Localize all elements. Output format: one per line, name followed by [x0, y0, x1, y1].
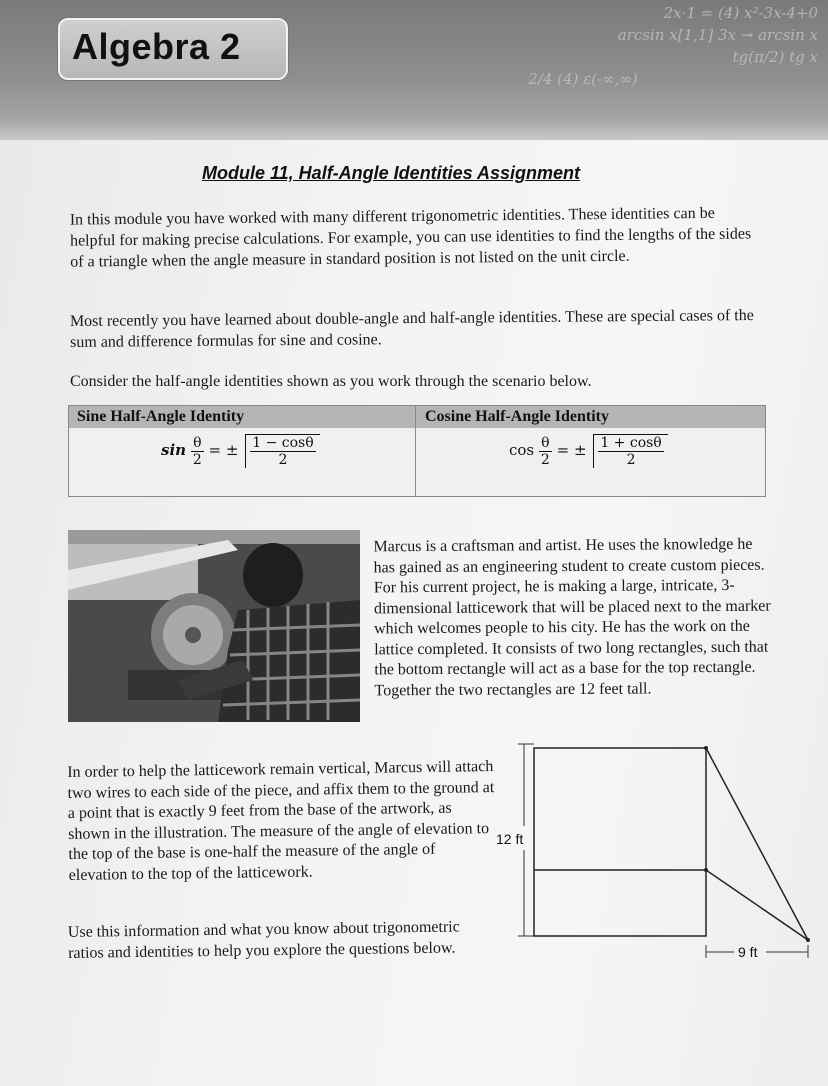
cosine-half-angle-formula: [509, 434, 668, 468]
half-angle-identity-table: [68, 405, 766, 497]
latticework-diagram: [496, 740, 816, 970]
lattice-outline: [534, 748, 706, 936]
recent-paragraph: Most recently you have learned about double-angle and half-angle identities. These are special cases of the sum and difference formulas for sine and cosine.: [69, 307, 754, 352]
sine-radicand-numerator: 1 − cosθ: [252, 435, 314, 451]
banner-math-line: 2x·1 = (4) x²-3x-4+0: [663, 4, 818, 22]
wire-to-top: [706, 748, 808, 940]
banner-math-decoration: [348, 2, 818, 130]
base-distance-label: 9 ft: [738, 944, 758, 960]
sine-half-angle-formula: [161, 434, 320, 468]
ground-anchor-point: [806, 938, 810, 942]
banner-math-line: tg(π/2) tg x: [732, 48, 818, 66]
module-title: Module 11, Half-Angle Identities Assignment: [202, 163, 581, 183]
theta-symbol: θ: [191, 435, 204, 452]
identity-table-header: [69, 406, 765, 428]
cosine-identity-header: Cosine Half-Angle Identity: [425, 408, 609, 425]
height-label: 12 ft: [496, 831, 524, 847]
theta-over-two: [539, 435, 552, 468]
sine-function-label: sin: [161, 441, 187, 459]
denominator-two: 2: [192, 451, 202, 468]
square-root: [593, 434, 667, 468]
equals-plus-minus: = ±: [208, 441, 239, 459]
latticework-figure: [496, 740, 816, 970]
consider-paragraph: Consider the half-angle identities shown as you work through the scenario below.: [70, 373, 592, 390]
marcus-paragraph: Marcus is a craftsman and artist. He uses the knowledge he has gained as an engineering student to create custom pieces. For his current project, he is making a large, intricate, 3-dimensional latticework that will be placed next to the marker which welcomes people to his city. He has the work on the lattice completed. It consists of two long rectangles, such that the bottom rectangle will act as a base for the top rectangle. Together the two rectangles are 12 feet tall.: [373, 535, 771, 699]
craftsman-photo-illustration: [68, 530, 360, 722]
square-root: [245, 434, 319, 468]
sine-identity-header: Sine Half-Angle Identity: [77, 408, 245, 425]
radicand-denominator: 2: [626, 452, 636, 468]
radicand-denominator: 2: [278, 452, 288, 468]
wires-paragraph: In order to help the latticework remain vertical, Marcus will attach two wires to each side of the piece, and affix them to the ground at a point that is exactly 9 feet from the base of the artwork, as shown in the illustration. The measure of the angle of elevation to the top of the base is one-half the measure of the angle of elevation to the top of the latticework.: [67, 758, 495, 884]
theta-over-two: [191, 435, 204, 468]
course-title: Algebra 2: [72, 26, 241, 67]
radicand-fraction: [250, 435, 315, 468]
equals-plus-minus: = ±: [556, 441, 587, 459]
theta-symbol: θ: [539, 435, 552, 452]
base-attachment-point: [704, 868, 708, 872]
denominator-two: 2: [540, 451, 550, 468]
table-divider: [415, 406, 416, 496]
wire-to-base: [706, 870, 808, 940]
craftsman-photo: [68, 530, 360, 722]
intro-paragraph: In this module you have worked with many different trigonometric identities. These identities can be helpful for making precise calculations. For example, you can use identities to find the lengths of the sides of a triangle when the angle measure in standard position is not listed on the unit circle.: [69, 204, 752, 271]
cosine-radicand-numerator: 1 + cosθ: [600, 435, 662, 451]
top-attachment-point: [704, 746, 708, 750]
header-banner: [0, 0, 828, 140]
banner-math-line: 2/4 (4) ε(-∞,∞): [528, 70, 638, 88]
instructions-paragraph: Use this information and what you know about trigonometric ratios and identities to help you explore the questions below.: [67, 918, 460, 962]
banner-math-line: arcsin x[1,1] 3x → arcsin x: [617, 26, 818, 44]
radicand-fraction: [598, 435, 663, 468]
cosine-function-label: cos: [509, 441, 535, 459]
